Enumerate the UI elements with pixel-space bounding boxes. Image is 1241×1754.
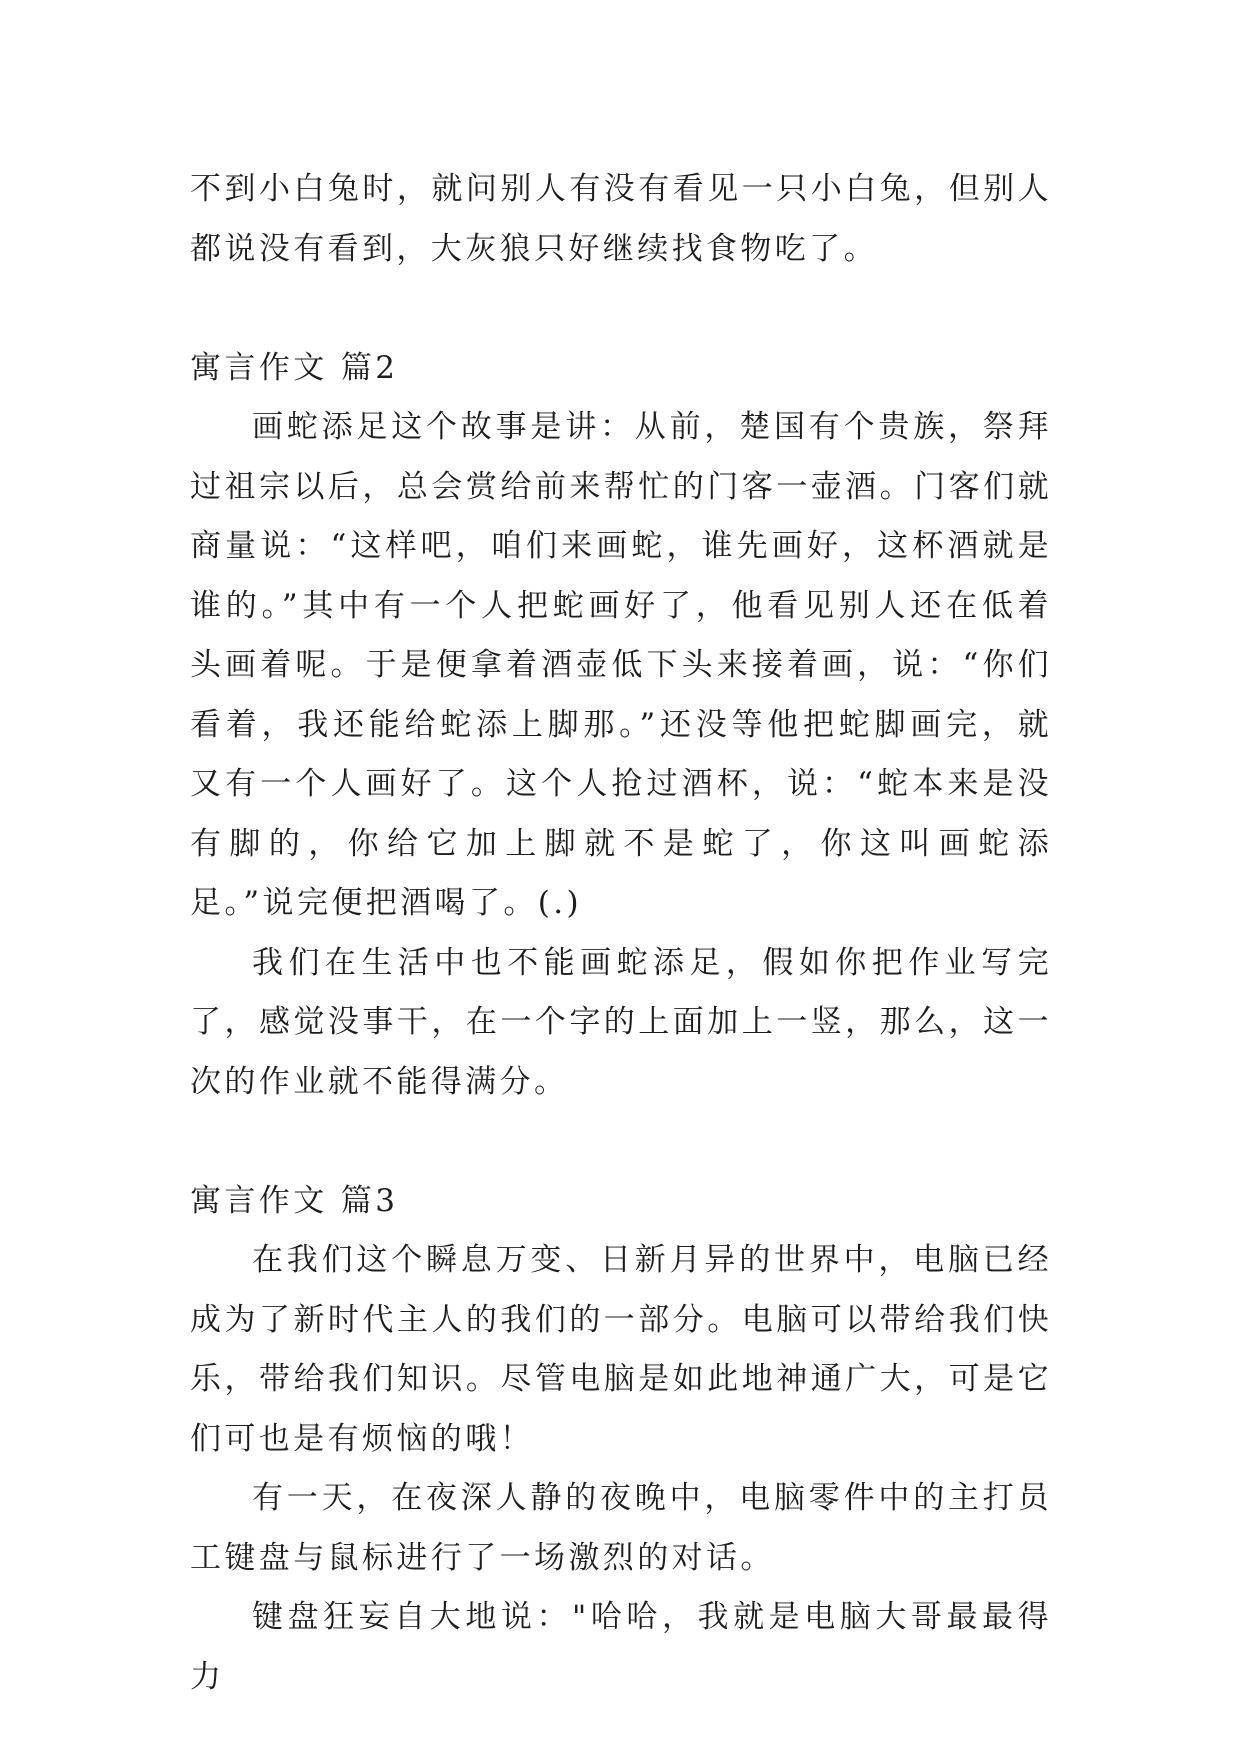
section-gap [190,279,1052,339]
section-3-paragraph-2: 有一天，在夜深人静的夜晚中，电脑零件中的主打员工键盘与鼠标进行了一场激烈的对话。 [190,1480,1052,1576]
section-2-paragraph-2: 我们在生活中也不能画蛇添足，假如你把作业写完了，感觉没事干，在一个字的上面加上一竖，那么，这一次的作业就不能得满分。 [190,944,1052,1100]
section-3-heading: 寓言作文 篇3 [190,1182,399,1219]
section-2 [190,339,1052,1113]
section-2-heading: 寓言作文 篇2 [190,349,399,386]
section-gap [190,1112,1052,1172]
section-3 [190,1172,1052,1708]
section-3-paragraph-3: 键盘狂妄自大地说："哈哈，我就是电脑大哥最最得力 [190,1599,1052,1695]
lead-paragraph: 不到小白兔时，就问别人有没有看见一只小白兔，但别人都说没有看到，大灰狼只好继续找食物吃了。 [190,171,1052,267]
section-3-paragraph-1: 在我们这个瞬息万变、日新月异的世界中，电脑已经成为了新时代主人的我们的一部分。电脑可以带给我们快乐，带给我们知识。尽管电脑是如此地神通广大，可是它们可也是有烦恼的哦！ [190,1242,1052,1457]
document-body [190,160,1052,1707]
section-2-paragraph-1: 画蛇添足这个故事是讲：从前，楚国有个贵族，祭拜过祖宗以后，总会赏给前来帮忙的门客一壶酒。门客们就商量说：“这样吧，咱们来画蛇，谁先画好，这杯酒就是谁的。”其中有一个人把蛇画好了，他看见别人还在低着头画着呢。于是便拿着酒壶低下头来接着画，说：“你们看着，我还能给蛇添上脚那。”还没等他把蛇脚画完，就又有一个人画好了。这个人抢过酒杯，说：“蛇本来是没有脚的，你给它加上脚就不是蛇了，你这叫画蛇添足。”说完便把酒喝了。(.) [190,409,1052,921]
